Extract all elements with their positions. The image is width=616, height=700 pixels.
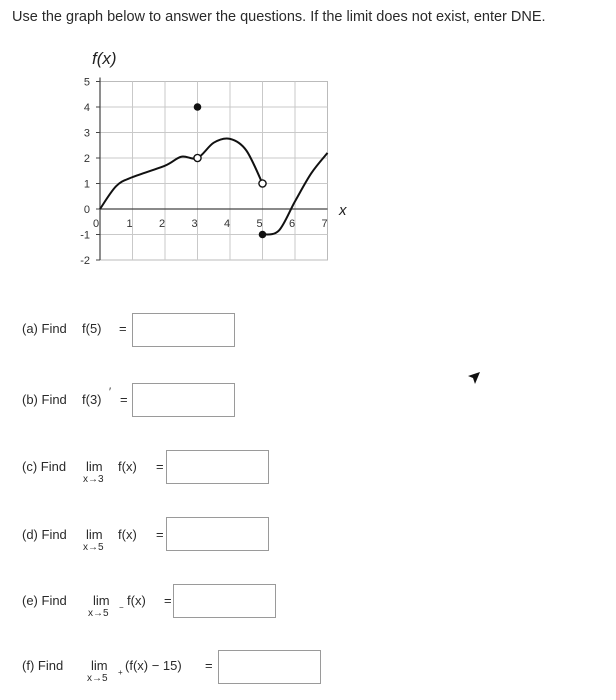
question-d-equals: =: [156, 527, 164, 542]
question-b-equals: =: [120, 392, 128, 407]
question-f-lim: lim: [91, 658, 108, 673]
answer-b-input[interactable]: [132, 383, 235, 417]
x-axis-title: x: [339, 202, 347, 219]
answer-e-input[interactable]: [173, 584, 276, 618]
y-tick-label: -2: [80, 255, 90, 267]
y-tick-label: 3: [83, 127, 90, 140]
x-tick-label: 1: [126, 218, 133, 230]
answer-c-input[interactable]: [166, 450, 269, 484]
question-c-expression: f(x): [118, 459, 137, 474]
question-f-subscript: x→5: [87, 673, 108, 684]
question-f-equals: =: [205, 658, 213, 673]
x-tick-label: 6: [288, 218, 296, 230]
grid-frame: [100, 82, 328, 261]
x-tick-label: 0: [92, 218, 100, 230]
y-tick-label: 5: [83, 76, 90, 89]
y-tick-label: 0: [83, 204, 90, 216]
question-f-expression: (f(x) − 15): [125, 658, 182, 673]
question-f-superscript: +: [118, 668, 123, 677]
question-c-label: (c) Find: [22, 459, 67, 474]
question-d-label: (d) Find: [22, 527, 67, 542]
open-point: [259, 180, 266, 187]
open-point: [194, 154, 201, 161]
question-b-label: (b) Find: [22, 392, 67, 407]
question-b-prime: ′: [109, 386, 112, 398]
question-c-subscript: x→3: [83, 474, 104, 485]
y-axis-title: f(x): [92, 49, 117, 68]
answer-d-input[interactable]: [166, 517, 269, 551]
y-tick-label: 4: [83, 102, 90, 114]
question-d-expression: f(x): [118, 527, 137, 542]
question-c-lim: lim: [86, 459, 103, 474]
question-e-lim: lim: [93, 593, 110, 608]
instructions-text: Use the graph below to answer the questions. If the limit does not exist, enter DNE.: [12, 9, 546, 25]
question-e-expression: f(x): [127, 593, 146, 608]
closed-point: [259, 231, 267, 239]
y-tick-label: -1: [80, 229, 90, 242]
question-e-label: (e) Find: [22, 593, 67, 608]
y-tick-label: 2: [83, 153, 90, 165]
x-tick-label: 3: [191, 218, 198, 230]
question-a-label: (a) Find: [22, 321, 67, 336]
x-tick-label: 5: [256, 218, 263, 230]
question-b-expression: f(3): [82, 392, 102, 407]
question-e-superscript: −: [119, 603, 124, 612]
y-tick-label: 1: [83, 178, 90, 191]
x-tick-label: 2: [158, 218, 166, 230]
answer-a-input[interactable]: [132, 313, 235, 347]
function-graph: [0, 0, 616, 300]
question-e-subscript: x→5: [88, 608, 109, 619]
question-e-equals: =: [164, 593, 172, 608]
answer-f-input[interactable]: [218, 650, 321, 684]
x-tick-label: 7: [321, 218, 328, 230]
question-f-label: (f) Find: [22, 658, 64, 673]
question-a-equals: =: [119, 321, 127, 336]
question-d-subscript: x→5: [83, 542, 104, 553]
question-a-expression: f(5): [82, 321, 102, 336]
mouse-cursor-icon: [466, 370, 482, 386]
x-tick-label: 4: [223, 218, 231, 230]
closed-point: [194, 103, 202, 111]
grid: [100, 82, 328, 261]
question-c-equals: =: [156, 459, 164, 474]
question-d-lim: lim: [86, 527, 103, 542]
